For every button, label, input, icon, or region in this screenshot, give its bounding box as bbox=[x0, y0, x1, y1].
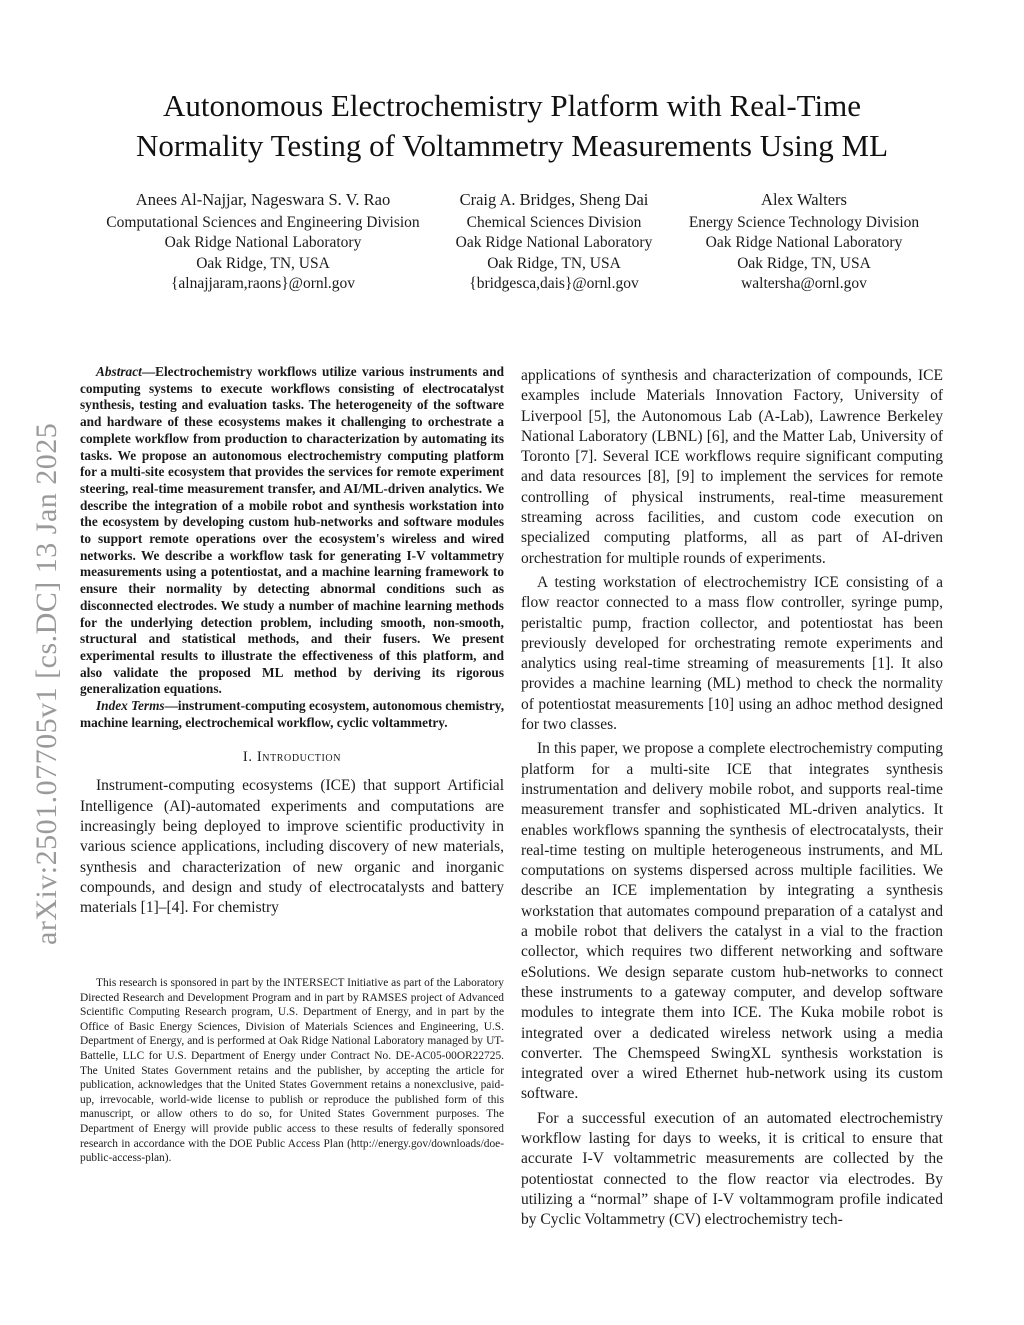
author-email: {bridgesca,dais}@ornl.gov bbox=[469, 275, 639, 292]
abstract-lead: Abstract bbox=[96, 364, 142, 379]
author-list bbox=[0, 190, 1024, 300]
author-names: Alex Walters bbox=[761, 190, 847, 209]
author-location: Oak Ridge, TN, USA bbox=[196, 254, 330, 272]
author-lab: Oak Ridge National Laboratory bbox=[455, 234, 653, 251]
author-names: Craig A. Bridges, Sheng Dai bbox=[459, 190, 649, 209]
author-location: Oak Ridge, TN, USA bbox=[737, 254, 871, 272]
abstract-text: —Electrochemistry workflows utilize various instruments and computing systems to execute workflows consisting of electrocatalyst synthesis, testing and evaluation tasks. The heterogeneity of the software and hardware of these ecosystems makes it challenging to orchestrate a complete workflow from production to characterization by automating its tasks. We propose an autonomous electrochemistry computing platform for a multi-site ecosystem that provides the services for remote experiment steering, real-time measurement transfer, and AI/ML-driven analytics. We describe the integration of a mobile robot and synthesis workstation into the ecosystem by developing custom hub-networks and software modules to support remote operations over the ecosystem's wireless and wired networks. We describe a workflow task for generating I-V voltammetry measurements using a potentiostat, and a machine learning framework to ensure their normality by detecting abnormal conditions such as disconnected electrodes. We study a number of machine learning methods for the underlying detection problem, including smooth, non-smooth, structural and statistical methods, and their fusers. We present experimental results to illustrate the effectiveness of this platform, and also validate the proposed ML method by deriving its rigorous generalization equations. bbox=[80, 364, 504, 697]
author-lab: Oak Ridge National Laboratory bbox=[705, 234, 903, 251]
index-terms-lead: Index Terms bbox=[96, 698, 165, 714]
section-number: I. bbox=[242, 749, 253, 766]
section-title: Introduction bbox=[256, 749, 342, 766]
section-heading-introduction bbox=[80, 749, 504, 766]
body-paragraph-1: applications of synthesis and characterization of compounds, ICE examples include Materials Innovation Factory, University of Liverpool [5], the Autonomous Lab (A-Lab), Lawrence Berkeley National Laboratory (LBNL) [6], and the Matter Lab, University of Toronto [7]. Several ICE workflows require significant computing and data resources [8], [9] to implement the services for remote controlling of physical instruments, real-time measurement streaming across facilities, and custom code execution on specialized computing platforms, all as part of AI-driven orchestration for multiple rounds of experiments. bbox=[521, 367, 943, 567]
author-email: {alnajjaram,raons}@ornl.gov bbox=[170, 275, 356, 292]
funding-footnote: This research is sponsored in part by the INTERSECT Initiative as part of the Laboratory Directed Research and Development Program and in part by RAMSES project of Advanced Scientific Computing Research program, U.S. Department of Energy, and in part by the Office of Basic Energy Sciences, Division of Materials Sciences and Engineering, U.S. Department of Energy, and is performed at Oak Ridge National Laboratory managed by UT-Battelle, LLC for U.S. Department of Energy under Contract No. DE-AC05-00OR22725. The United States Government retains and the publisher, by accepting the article for publication, acknowledges that the United States Government retains a nonexclusive, paid-up, irrevocable, world-wide license to publish or reproduce the published form of this manuscript, or allow others to do so, for United States Government purposes. The Department of Energy will provide public access to these results of federally sponsored research in accordance with the DOE Public Access Plan (http://energy.gov/downloads/doe-public-access-plan). bbox=[80, 977, 504, 1165]
author-block-3 bbox=[672, 190, 936, 295]
author-location: Oak Ridge, TN, USA bbox=[487, 254, 621, 272]
author-division: Chemical Sciences Division bbox=[466, 213, 642, 231]
author-names: Anees Al-Najjar, Nageswara S. V. Rao bbox=[135, 190, 391, 209]
author-division: Energy Science Technology Division bbox=[688, 213, 920, 231]
abstract bbox=[80, 364, 504, 698]
index-terms bbox=[80, 698, 504, 731]
author-block-1 bbox=[88, 190, 438, 295]
intro-paragraph: Instrument-computing ecosystems (ICE) that support Artificial Intelligence (AI)-automated experiments and computations are increasingly being deployed to improve scientific productivity in various science applications, including discovery of new materials, synthesis and characterization of new organic and inorganic compounds, and design and study of electrocatalysts and battery materials [1]–[4]. For chemistry bbox=[80, 777, 504, 917]
title-line-2: Normality Testing of Voltammetry Measurements Using ML bbox=[135, 128, 889, 163]
author-email: waltersha@ornl.gov bbox=[741, 275, 867, 292]
left-column bbox=[80, 364, 504, 919]
body-paragraph-2: A testing workstation of electrochemistry ICE consisting of a flow reactor connected to a mass flow controller, syringe pump, peristaltic pump, fraction collector, and potentiostat has been previously developed for orchestrating remote experiments and analytics using real-time streaming of measurements [1]. It also provides a machine learning (ML) method to check the normality of potentiostat measurements [10] using an adhoc method designed for two classes. bbox=[521, 573, 943, 734]
author-block-2 bbox=[440, 190, 668, 295]
body-paragraph-4: For a successful execution of an automated electrochemistry workflow lasting for days to weeks, it is critical to ensure that accurate I-V voltammetric measurements are collected by the potentiostat connected to the flow reactor via electrodes. By utilizing a “normal” shape of I-V voltammogram profile indicated by Cyclic Voltammetry (CV) electrochemistry tech- bbox=[521, 1109, 943, 1229]
arxiv-identifier: arXiv:2501.07705v1 [cs.DC] 13 Jan 2025 bbox=[30, 422, 63, 945]
title-line-1: Autonomous Electrochemistry Platform with Real-Time bbox=[163, 88, 861, 123]
author-division: Computational Sciences and Engineering Division bbox=[106, 213, 420, 231]
author-lab: Oak Ridge National Laboratory bbox=[164, 234, 362, 251]
paper-title bbox=[60, 86, 964, 166]
body-paragraph-3: In this paper, we propose a complete electrochemistry computing platform for a multi-site ICE that integrates synthesis instrumentation and delivery mobile robot, and supports real-time measurement transfer and sophisticated ML-driven analytics. It enables workflows spanning the synthesis of electrocatalysts, their real-time testing on multiple heterogeneous instruments, and ML computations on systems dispersed across multiple facilities. We describe an ICE implementation by integrating a synthesis workstation that automates compound preparation of a catalyst and a mobile robot that delivers the catalyst in a vial to the fraction collector, which requires two different networking and software eSolutions. We design separate custom hub-networks to connect these instruments to a gateway computer, and develop software modules to integrate them into ICE. The Kuka mobile robot is integrated over a dedicated wireless network using a media converter. The Chemspeed SwingXL synthesis workstation is integrated over a wired Ethernet hub-network using its custom software. bbox=[521, 740, 943, 1103]
index-terms-text: —instrument-computing ecosystem, autonomous chemistry, machine learning, electrochemical workflow, cyclic voltammetry. bbox=[80, 698, 505, 730]
right-column bbox=[521, 366, 943, 1234]
